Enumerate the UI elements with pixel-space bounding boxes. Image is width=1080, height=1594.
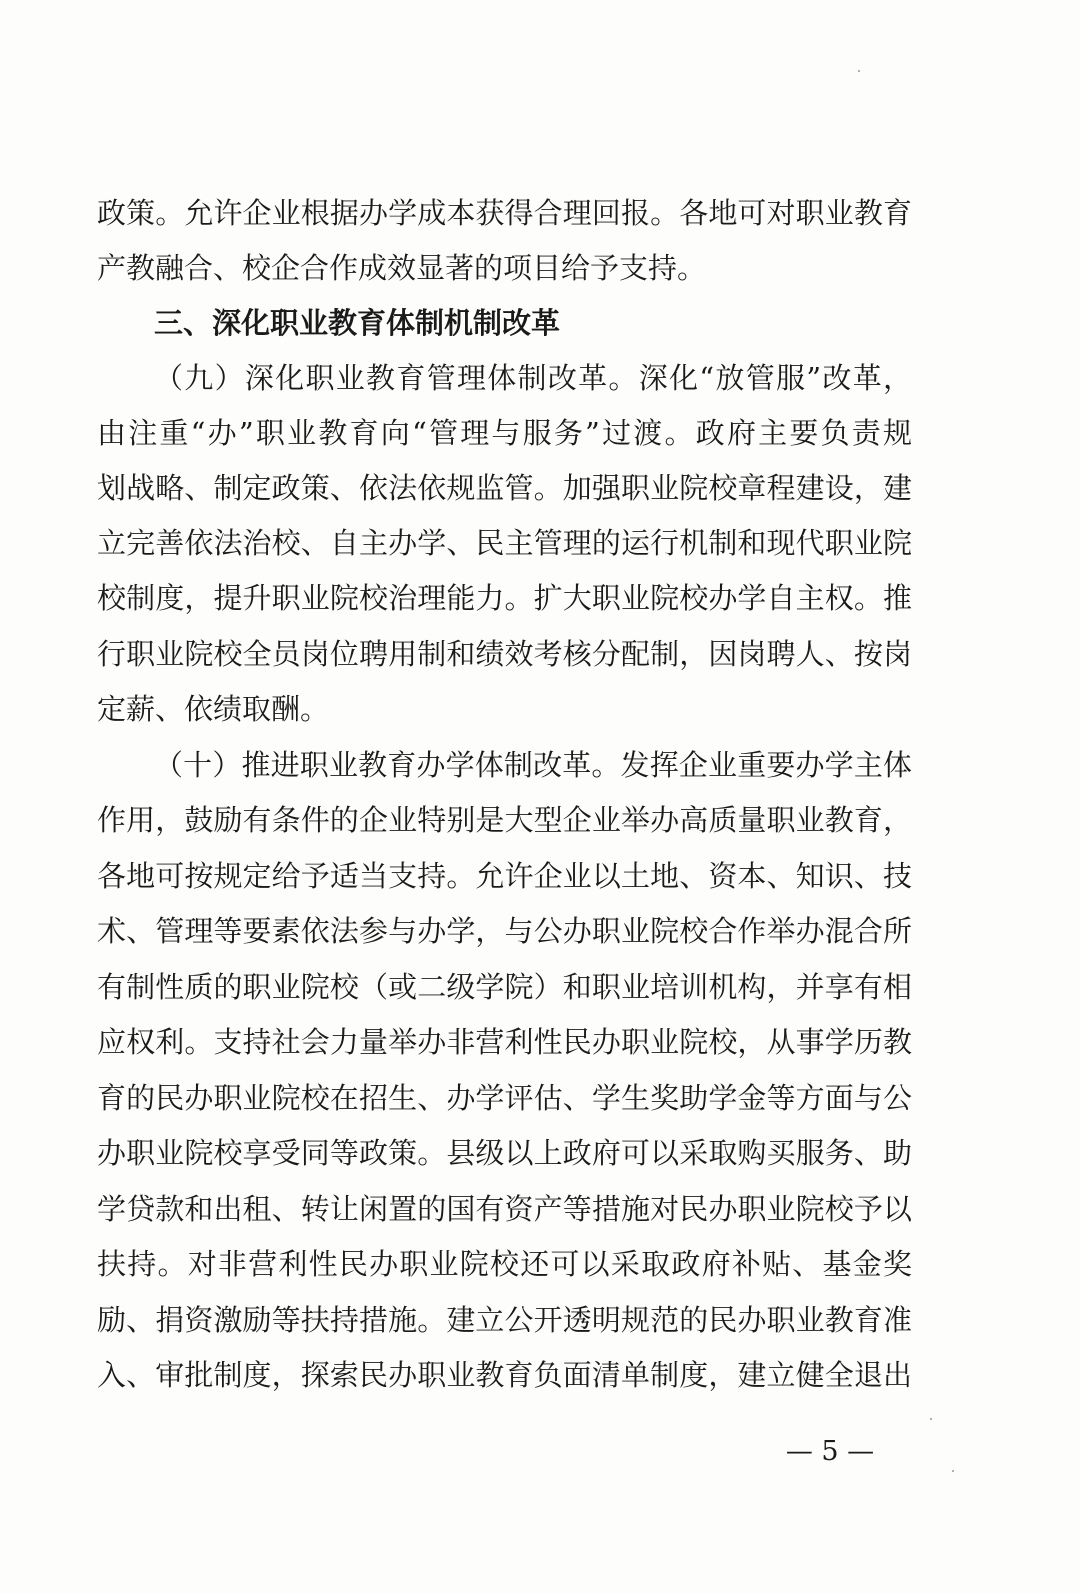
body-text-line: 立完善依法治校、自主办学、民主管理的运行机制和现代职业院: [97, 526, 912, 560]
body-text-line: 由注重“办”职业教育向“管理与服务”过渡。政府主要负责规: [97, 416, 912, 450]
body-text-line: 划战略、制定政策、依法依规监管。加强职业院校章程建设，建: [97, 471, 912, 505]
section-heading: 三、深化职业教育体制机制改革: [154, 306, 561, 340]
paragraph-first-line: （九）深化职业教育管理体制改革。深化“放管服”改革，: [154, 361, 912, 395]
body-text-line: 办职业院校享受同等政策。县级以上政府可以采取购买服务、助: [97, 1136, 912, 1170]
body-text-line: 学贷款和出租、转让闲置的国有资产等措施对民办职业院校予以: [97, 1192, 912, 1226]
body-text-line: 育的民办职业院校在招生、办学评估、学生奖助学金等方面与公: [97, 1081, 912, 1115]
page-number: — 5 —: [785, 1436, 875, 1467]
body-text-line: 定薪、依绩取酬。: [97, 692, 330, 726]
body-text-line: 产教融合、校企合作成效显著的项目给予支持。: [97, 251, 707, 285]
scan-speck: [930, 1418, 932, 1420]
body-text-line: 励、捐资激励等扶持措施。建立公开透明规范的民办职业教育准: [97, 1303, 912, 1337]
body-text-line: 政策。允许企业根据办学成本获得合理回报。各地可对职业教育: [97, 196, 912, 230]
body-text-line: 各地可按规定给予适当支持。允许企业以土地、资本、知识、技: [97, 859, 912, 893]
body-text-line: 作用，鼓励有条件的企业特别是大型企业举办高质量职业教育，: [97, 803, 912, 837]
body-text-line: 扶持。对非营利性民办职业院校还可以采取政府补贴、基金奖: [97, 1247, 912, 1281]
body-text-line: 应权利。支持社会力量举办非营利性民办职业院校，从事学历教: [97, 1025, 912, 1059]
body-text-line: 术、管理等要素依法参与办学，与公办职业院校合作举办混合所: [97, 914, 912, 948]
paragraph-first-line: （十）推进职业教育办学体制改革。发挥企业重要办学主体: [154, 748, 912, 782]
body-text-line: 行职业院校全员岗位聘用制和绩效考核分配制，因岗聘人、按岗: [97, 637, 912, 671]
body-text-line: 入、审批制度，探索民办职业教育负面清单制度，建立健全退出: [97, 1358, 912, 1392]
scan-speck: [858, 70, 860, 72]
body-text-line: 有制性质的职业院校（或二级学院）和职业培训机构，并享有相: [97, 970, 912, 1004]
scan-speck: [952, 1470, 954, 1472]
body-text-line: 校制度，提升职业院校治理能力。扩大职业院校办学自主权。推: [97, 581, 912, 615]
